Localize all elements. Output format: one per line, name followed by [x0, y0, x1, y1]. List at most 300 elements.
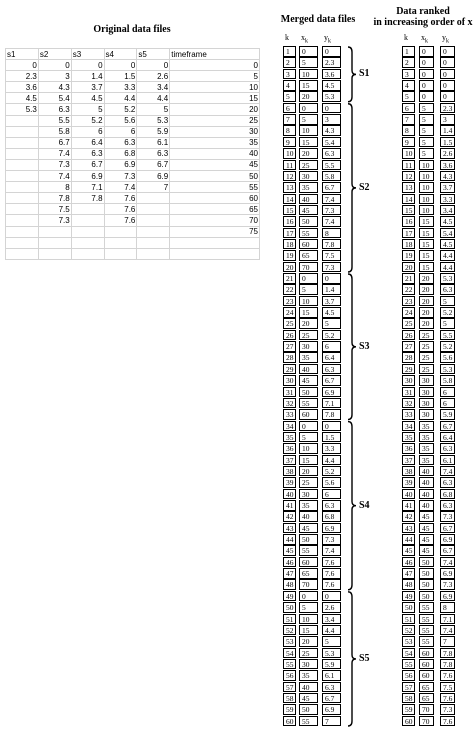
title-original: Original data files	[93, 24, 171, 35]
sheet-cell	[6, 137, 39, 148]
ranked-header-k-text: k	[404, 33, 408, 42]
sheet-cell	[104, 226, 137, 237]
merged-cell-y: 5.4	[322, 137, 341, 148]
merged-cell-x: 30	[299, 659, 318, 670]
ranked-cell-x: 30	[419, 409, 434, 420]
sheet-cell: 25	[170, 115, 260, 126]
merged-cell-x: 45	[299, 205, 318, 216]
sheet-cell	[71, 204, 104, 215]
ranked-cell-x: 50	[419, 557, 434, 568]
ranked-cell-y: 3	[440, 114, 455, 125]
ranked-cell-y: 6	[440, 398, 455, 409]
sheet-cell: 3.3	[104, 82, 137, 93]
merged-cell-y: 4.5	[322, 307, 341, 318]
sheet-cell: 0	[170, 60, 260, 71]
ranked-cell-y: 7.6	[440, 716, 455, 727]
ranked-cell-y: 3.7	[440, 182, 455, 193]
sheet-cell: 7.4	[38, 171, 71, 182]
ranked-cell-k: 46	[402, 557, 415, 568]
sheet-row	[6, 182, 260, 193]
sheet-cell: 1.4	[71, 71, 104, 82]
ranked-cell-y: 2.6	[440, 148, 455, 159]
merged-cell-k: 46	[283, 557, 296, 568]
ranked-cell-y: 5.4	[440, 228, 455, 239]
merged-cell-x: 55	[299, 716, 318, 727]
ranked-cell-y: 3.4	[440, 205, 455, 216]
ranked-cell-x: 25	[419, 364, 434, 375]
merged-cell-y: 3.7	[322, 296, 341, 307]
sheet-cell	[6, 115, 39, 126]
merged-cell-y: 6.3	[322, 148, 341, 159]
merged-cell-x: 10	[299, 296, 318, 307]
merged-cell-x: 60	[299, 239, 318, 250]
sheet-cell	[104, 248, 137, 259]
ranked-cell-k: 7	[402, 114, 415, 125]
sheet-cell: 7.6	[104, 204, 137, 215]
ranked-cell-x: 10	[419, 205, 434, 216]
sheet-cell: 6.3	[104, 137, 137, 148]
ranked-cell-y: 5.2	[440, 341, 455, 352]
merged-cell-y: 2.6	[322, 602, 341, 613]
merged-cell-x: 35	[299, 182, 318, 193]
merged-cell-x: 20	[299, 91, 318, 102]
sheet-cell: 7.6	[104, 215, 137, 226]
sheet-header-cell: s5	[137, 49, 170, 60]
merged-cell-y: 3.4	[322, 614, 341, 625]
merged-cell-y: 5.6	[322, 477, 341, 488]
merged-cell-k: 16	[283, 216, 296, 227]
ranked-cell-y: 7.8	[440, 648, 455, 659]
merged-cell-y: 5.3	[322, 91, 341, 102]
title-ranked	[368, 6, 474, 28]
merged-cell-y: 6.9	[322, 387, 341, 398]
merged-cell-k: 13	[283, 182, 296, 193]
ranked-cell-k: 58	[402, 693, 415, 704]
sheet-cell: 35	[170, 137, 260, 148]
merged-cell-k: 25	[283, 318, 296, 329]
merged-cell-x: 30	[299, 171, 318, 182]
merged-cell-k: 3	[283, 69, 296, 80]
sheet-cell: 75	[170, 226, 260, 237]
ranked-cell-x: 10	[419, 171, 434, 182]
ranked-cell-y: 2.3	[440, 103, 455, 114]
sheet-empty-row	[6, 237, 260, 248]
ranked-cell-y: 5.5	[440, 330, 455, 341]
ranked-cell-x: 70	[419, 704, 434, 715]
merged-cell-k: 10	[283, 148, 296, 159]
sheet-cell: 6	[71, 126, 104, 137]
merged-cell-x: 5	[299, 432, 318, 443]
ranked-cell-k: 56	[402, 670, 415, 681]
sheet-cell: 1.5	[104, 71, 137, 82]
merged-cell-x: 20	[299, 318, 318, 329]
merged-cell-x: 25	[299, 648, 318, 659]
merged-cell-x: 35	[299, 352, 318, 363]
merged-cell-y: 3.6	[322, 69, 341, 80]
ranked-cell-y: 6.4	[440, 432, 455, 443]
ranked-cell-y: 7.5	[440, 682, 455, 693]
ranked-cell-x: 20	[419, 318, 434, 329]
ranked-cell-y: 6.9	[440, 534, 455, 545]
ranked-header-k	[404, 33, 408, 42]
sheet-cell: 3	[38, 71, 71, 82]
ranked-cell-y: 6.3	[440, 477, 455, 488]
ranked-cell-x: 60	[419, 670, 434, 681]
merged-cell-y: 4.5	[322, 80, 341, 91]
merged-cell-y: 6.7	[322, 182, 341, 193]
merged-cell-k: 22	[283, 284, 296, 295]
sheet-cell: 6.9	[137, 171, 170, 182]
ranked-cell-y: 1.5	[440, 137, 455, 148]
merged-cell-k: 4	[283, 80, 296, 91]
merged-cell-k: 39	[283, 477, 296, 488]
ranked-cell-k: 34	[402, 421, 415, 432]
ranked-cell-k: 52	[402, 625, 415, 636]
ranked-cell-y: 6.3	[440, 284, 455, 295]
sheet-row	[6, 226, 260, 237]
sheet-header-cell: timeframe	[170, 49, 260, 60]
sheet-cell	[137, 237, 170, 248]
ranked-cell-k: 48	[402, 579, 415, 590]
merged-cell-k: 41	[283, 500, 296, 511]
sheet-row	[6, 171, 260, 182]
sheet-cell: 7.8	[71, 193, 104, 204]
sheet-cell: 6.3	[71, 148, 104, 159]
ranked-cell-x: 40	[419, 489, 434, 500]
sheet-cell: 8	[38, 182, 71, 193]
ranked-cell-y: 4.5	[440, 216, 455, 227]
merged-cell-x: 20	[299, 636, 318, 647]
ranked-cell-x: 20	[419, 296, 434, 307]
sheet-cell: 70	[170, 215, 260, 226]
merged-cell-x: 5	[299, 114, 318, 125]
merged-cell-k: 37	[283, 455, 296, 466]
ranked-cell-k: 15	[402, 205, 415, 216]
ranked-header-x	[421, 33, 428, 45]
merged-cell-k: 59	[283, 704, 296, 715]
merged-cell-x: 55	[299, 228, 318, 239]
merged-cell-y: 7.4	[322, 216, 341, 227]
sheet-cell: 6.1	[137, 137, 170, 148]
sheet-cell: 5.6	[104, 115, 137, 126]
merged-cell-x: 0	[299, 103, 318, 114]
ranked-cell-k: 6	[402, 103, 415, 114]
merged-cell-k: 24	[283, 307, 296, 318]
sheet-cell: 5.3	[6, 104, 39, 115]
ranked-cell-k: 41	[402, 500, 415, 511]
sheet-cell	[137, 226, 170, 237]
merged-cell-y: 0	[322, 591, 341, 602]
ranked-cell-x: 0	[419, 46, 434, 57]
ranked-cell-k: 2	[402, 57, 415, 68]
ranked-cell-y: 7.6	[440, 693, 455, 704]
ranked-cell-y: 5	[440, 318, 455, 329]
sheet-cell: 5.5	[38, 115, 71, 126]
ranked-cell-k: 54	[402, 648, 415, 659]
merged-cell-y: 5	[322, 636, 341, 647]
merged-cell-x: 5	[299, 57, 318, 68]
merged-cell-y: 7.3	[322, 262, 341, 273]
merged-cell-k: 53	[283, 636, 296, 647]
ranked-cell-x: 10	[419, 194, 434, 205]
merged-cell-x: 40	[299, 364, 318, 375]
merged-cell-y: 7.6	[322, 557, 341, 568]
merged-cell-k: 2	[283, 57, 296, 68]
merged-cell-k: 40	[283, 489, 296, 500]
merged-cell-y: 6.3	[322, 500, 341, 511]
ranked-cell-k: 49	[402, 591, 415, 602]
merged-cell-x: 15	[299, 80, 318, 91]
sheet-cell	[6, 159, 39, 170]
ranked-cell-x: 5	[419, 114, 434, 125]
merged-cell-k: 15	[283, 205, 296, 216]
sheet-cell: 4.5	[71, 93, 104, 104]
merged-cell-y: 6	[322, 341, 341, 352]
ranked-cell-y: 5.9	[440, 409, 455, 420]
merged-cell-y: 7.3	[322, 534, 341, 545]
title-merged: Merged data files	[280, 14, 356, 25]
merged-header-y-subscript: k	[328, 38, 331, 45]
sheet-cell	[6, 126, 39, 137]
sheet-cell	[137, 204, 170, 215]
sheet-cell	[137, 193, 170, 204]
merged-cell-k: 21	[283, 273, 296, 284]
ranked-cell-y: 4.5	[440, 239, 455, 250]
ranked-cell-x: 5	[419, 148, 434, 159]
merged-cell-x: 65	[299, 568, 318, 579]
merged-cell-y: 6.9	[322, 523, 341, 534]
merged-cell-x: 5	[299, 284, 318, 295]
merged-cell-x: 40	[299, 682, 318, 693]
ranked-cell-x: 45	[419, 523, 434, 534]
merged-cell-x: 50	[299, 216, 318, 227]
ranked-cell-y: 5.6	[440, 352, 455, 363]
sheet-cell: 5.2	[71, 115, 104, 126]
merged-cell-y: 5.2	[322, 466, 341, 477]
merged-cell-y: 7.4	[322, 194, 341, 205]
ranked-cell-x: 55	[419, 625, 434, 636]
sheet-cell	[104, 237, 137, 248]
merged-cell-y: 7.8	[322, 409, 341, 420]
merged-cell-y: 0	[322, 421, 341, 432]
sheet-cell: 6.7	[137, 159, 170, 170]
merged-cell-k: 20	[283, 262, 296, 273]
ranked-cell-x: 15	[419, 216, 434, 227]
ranked-cell-y: 0	[440, 91, 455, 102]
sheet-header-cell: s4	[104, 49, 137, 60]
sheet-cell	[6, 171, 39, 182]
ranked-cell-y: 6.9	[440, 568, 455, 579]
sheet-cell: 5	[170, 71, 260, 82]
ranked-cell-y: 7	[440, 636, 455, 647]
sheet-row	[6, 193, 260, 204]
merged-cell-k: 6	[283, 103, 296, 114]
sheet-cell: 4.4	[137, 93, 170, 104]
ranked-cell-k: 57	[402, 682, 415, 693]
sheet-row	[6, 82, 260, 93]
merged-cell-x: 20	[299, 466, 318, 477]
sheet-cell	[6, 226, 39, 237]
ranked-cell-k: 26	[402, 330, 415, 341]
ranked-header-y-subscript: k	[446, 38, 449, 45]
sheet-cell: 7.1	[71, 182, 104, 193]
ranked-cell-y: 3.6	[440, 160, 455, 171]
merged-cell-y: 6.3	[322, 682, 341, 693]
group-label: S3	[359, 340, 370, 352]
merged-cell-k: 32	[283, 398, 296, 409]
merged-cell-y: 7.5	[322, 250, 341, 261]
merged-cell-y: 5.3	[322, 648, 341, 659]
sheet-header-cell: s1	[6, 49, 39, 60]
ranked-cell-k: 33	[402, 409, 415, 420]
ranked-cell-k: 11	[402, 160, 415, 171]
title-ranked-line1: Data ranked	[396, 6, 450, 17]
merged-cell-k: 54	[283, 648, 296, 659]
sheet-cell: 2.6	[137, 71, 170, 82]
sheet-cell	[71, 215, 104, 226]
ranked-cell-k: 9	[402, 137, 415, 148]
merged-cell-k: 1	[283, 46, 296, 57]
sheet-cell: 5.4	[38, 93, 71, 104]
merged-cell-x: 15	[299, 455, 318, 466]
ranked-cell-k: 28	[402, 352, 415, 363]
merged-cell-y: 7.6	[322, 568, 341, 579]
sheet-cell: 6.3	[137, 148, 170, 159]
sheet-cell	[38, 237, 71, 248]
sheet-cell: 6.7	[38, 137, 71, 148]
merged-cell-k: 30	[283, 375, 296, 386]
sheet-cell: 6.8	[104, 148, 137, 159]
ranked-cell-x: 20	[419, 284, 434, 295]
ranked-cell-k: 10	[402, 148, 415, 159]
merged-cell-y: 6.3	[322, 364, 341, 375]
ranked-cell-x: 5	[419, 125, 434, 136]
sheet-cell: 5.8	[38, 126, 71, 137]
merged-cell-y: 0	[322, 273, 341, 284]
ranked-cell-k: 17	[402, 228, 415, 239]
sheet-cell: 0	[104, 60, 137, 71]
merged-cell-k: 44	[283, 534, 296, 545]
merged-cell-y: 2.3	[322, 57, 341, 68]
merged-cell-k: 19	[283, 250, 296, 261]
merged-cell-y: 3	[322, 114, 341, 125]
ranked-cell-k: 12	[402, 171, 415, 182]
merged-cell-k: 7	[283, 114, 296, 125]
merged-cell-x: 55	[299, 545, 318, 556]
merged-cell-k: 45	[283, 545, 296, 556]
merged-cell-x: 30	[299, 489, 318, 500]
group-label: S5	[359, 652, 370, 664]
group-brace-path	[348, 592, 356, 726]
merged-cell-k: 5	[283, 91, 296, 102]
merged-cell-y: 7.8	[322, 239, 341, 250]
merged-cell-k: 36	[283, 443, 296, 454]
sheet-cell	[6, 193, 39, 204]
ranked-cell-k: 24	[402, 307, 415, 318]
group-label: S1	[359, 68, 370, 80]
sheet-row	[6, 126, 260, 137]
sheet-cell	[6, 215, 39, 226]
merged-cell-k: 14	[283, 194, 296, 205]
merged-cell-k: 58	[283, 693, 296, 704]
ranked-cell-k: 29	[402, 364, 415, 375]
ranked-cell-k: 20	[402, 262, 415, 273]
ranked-cell-k: 60	[402, 716, 415, 727]
merged-header-x-text: x	[301, 33, 305, 42]
ranked-cell-x: 50	[419, 568, 434, 579]
ranked-cell-x: 50	[419, 579, 434, 590]
ranked-cell-y: 6.7	[440, 523, 455, 534]
sheet-cell: 10	[170, 82, 260, 93]
sheet-cell: 5.3	[137, 115, 170, 126]
merged-cell-x: 5	[299, 602, 318, 613]
ranked-cell-x: 40	[419, 477, 434, 488]
ranked-cell-y: 6.3	[440, 443, 455, 454]
sheet-cell: 3.4	[137, 82, 170, 93]
merged-cell-k: 38	[283, 466, 296, 477]
merged-cell-k: 48	[283, 579, 296, 590]
ranked-cell-k: 27	[402, 341, 415, 352]
merged-cell-x: 10	[299, 125, 318, 136]
ranked-cell-x: 50	[419, 591, 434, 602]
ranked-cell-x: 30	[419, 375, 434, 386]
ranked-cell-k: 47	[402, 568, 415, 579]
ranked-cell-k: 38	[402, 466, 415, 477]
sheet-cell	[71, 248, 104, 259]
sheet-row	[6, 204, 260, 215]
ranked-cell-k: 19	[402, 250, 415, 261]
merged-cell-k: 12	[283, 171, 296, 182]
merged-cell-y: 5.8	[322, 171, 341, 182]
ranked-cell-x: 10	[419, 160, 434, 171]
sheet-cell: 6.4	[71, 137, 104, 148]
ranked-cell-y: 0	[440, 57, 455, 68]
merged-cell-x: 45	[299, 523, 318, 534]
ranked-cell-x: 5	[419, 137, 434, 148]
sheet-cell: 7.3	[38, 159, 71, 170]
ranked-cell-k: 53	[402, 636, 415, 647]
sheet-cell: 6.3	[38, 104, 71, 115]
sheet-cell: 45	[170, 159, 260, 170]
sheet-cell: 7.3	[104, 171, 137, 182]
merged-cell-x: 15	[299, 307, 318, 318]
merged-cell-x: 0	[299, 591, 318, 602]
sheet-row	[6, 93, 260, 104]
sheet-cell: 20	[170, 104, 260, 115]
ranked-cell-x: 45	[419, 511, 434, 522]
sheet-cell: 5	[137, 104, 170, 115]
merged-cell-k: 42	[283, 511, 296, 522]
merged-header-x-subscript: k	[305, 38, 308, 45]
merged-cell-x: 45	[299, 375, 318, 386]
merged-cell-x: 65	[299, 250, 318, 261]
merged-cell-k: 55	[283, 659, 296, 670]
ranked-cell-x: 20	[419, 273, 434, 284]
ranked-cell-y: 6.7	[440, 421, 455, 432]
ranked-cell-x: 55	[419, 614, 434, 625]
merged-header-y	[324, 33, 331, 45]
merged-cell-k: 27	[283, 341, 296, 352]
merged-cell-k: 28	[283, 352, 296, 363]
ranked-cell-k: 36	[402, 443, 415, 454]
merged-cell-x: 60	[299, 557, 318, 568]
merged-cell-x: 10	[299, 443, 318, 454]
sheet-row	[6, 159, 260, 170]
merged-cell-x: 70	[299, 262, 318, 273]
ranked-cell-x: 35	[419, 432, 434, 443]
sheet-cell	[6, 148, 39, 159]
sheet-cell: 4.5	[6, 93, 39, 104]
